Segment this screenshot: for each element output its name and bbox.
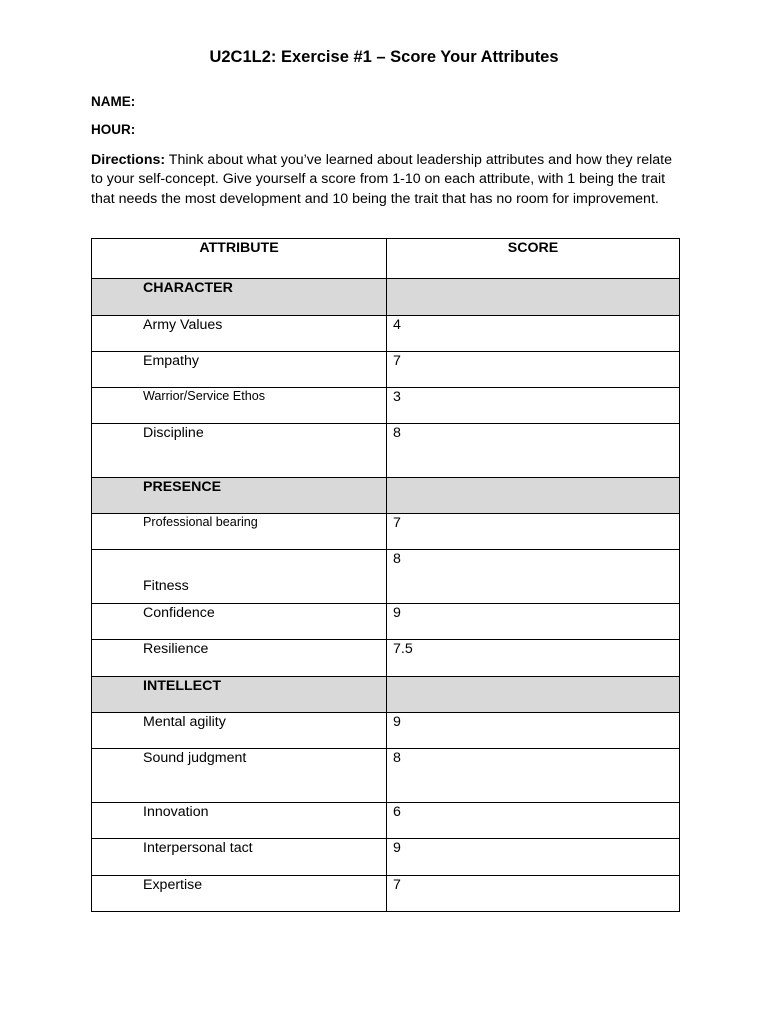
attribute-cell: Expertise	[92, 876, 387, 912]
hour-label: HOUR:	[91, 122, 136, 137]
table-row	[92, 839, 680, 876]
directions-label: Directions:	[91, 152, 166, 168]
attribute-cell: Fitness	[92, 550, 387, 604]
score-cell: 4	[387, 316, 680, 352]
score-cell: 9	[387, 839, 680, 876]
score-cell: 9	[387, 713, 680, 749]
score-cell: 7.5	[387, 640, 680, 677]
table-row	[92, 514, 680, 550]
section-row-presence	[92, 478, 680, 514]
attribute-column-header: ATTRIBUTE	[92, 239, 387, 279]
table-row	[92, 749, 680, 803]
table-row	[92, 876, 680, 912]
attribute-cell: Interpersonal tact	[92, 839, 387, 876]
name-label: NAME:	[91, 94, 136, 109]
section-row-character	[92, 279, 680, 316]
attribute-cell: Professional bearing	[92, 514, 387, 550]
score-cell: 8	[387, 424, 680, 478]
table-row	[92, 316, 680, 352]
section-label: INTELLECT	[92, 677, 387, 713]
attribute-cell: Sound judgment	[92, 749, 387, 803]
section-score-cell	[387, 677, 680, 713]
attribute-cell: Discipline	[92, 424, 387, 478]
score-cell: 7	[387, 352, 680, 388]
score-cell: 8	[387, 550, 680, 604]
section-label: PRESENCE	[92, 478, 387, 514]
table-header-row	[92, 239, 680, 279]
directions-paragraph	[91, 151, 681, 209]
directions-text: Think about what you’ve learned about leadership attributes and how they relate to your self-concept. Give yourself a score from 1-10 on each attribute, with 1 being the trait that needs the most development and 10 being the trait that has no room for improvement.	[91, 152, 672, 207]
score-cell: 7	[387, 514, 680, 550]
score-cell: 3	[387, 388, 680, 424]
table-row	[92, 640, 680, 677]
section-score-cell	[387, 478, 680, 514]
section-label: CHARACTER	[92, 279, 387, 316]
score-cell: 7	[387, 876, 680, 912]
table-row	[92, 604, 680, 640]
attribute-cell: Warrior/Service Ethos	[92, 388, 387, 424]
attribute-cell: Confidence	[92, 604, 387, 640]
attribute-cell: Army Values	[92, 316, 387, 352]
attribute-cell: Innovation	[92, 803, 387, 839]
table-row	[92, 803, 680, 839]
score-cell: 6	[387, 803, 680, 839]
page-title: U2C1L2: Exercise #1 – Score Your Attributes	[209, 48, 559, 66]
score-column-header: SCORE	[387, 239, 680, 279]
section-row-intellect	[92, 677, 680, 713]
score-cell: 8	[387, 749, 680, 803]
table-row	[92, 424, 680, 478]
attribute-cell: Mental agility	[92, 713, 387, 749]
attributes-table	[91, 238, 680, 912]
table-row	[92, 388, 680, 424]
attribute-cell: Empathy	[92, 352, 387, 388]
score-cell: 9	[387, 604, 680, 640]
attribute-cell: Resilience	[92, 640, 387, 677]
table-row	[92, 713, 680, 749]
table-row	[92, 550, 680, 604]
table-row	[92, 352, 680, 388]
section-score-cell	[387, 279, 680, 316]
